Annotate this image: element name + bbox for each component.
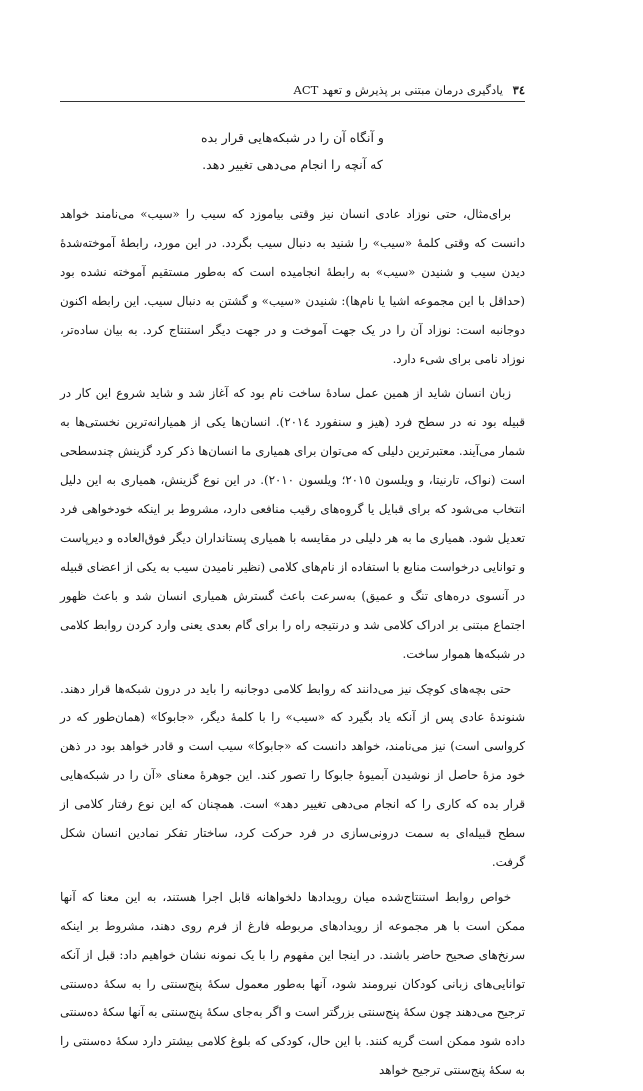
body-text [60, 200, 525, 1091]
page-number: ٣٤ [512, 83, 525, 97]
poem-line: و آنگاه آن را در شبکه‌هایی قرار بده [201, 130, 384, 145]
paragraph: خواص روابط استنتاج‌شده میان رویدادها دلخواهانه قابل اجرا هستند، به این معنا که آنها ممکن است با هر مجموعه از رویدادهای مربوطه فارغ از فرم روی دهند، مشروط بر اینکه سرنخ‌های صحیح حاضر باشند. در اینجا این مفهوم را با یک نمونه نشان خواهیم داد: قبل از آنکه توانایی‌های زبانی کودکان نیرومند شود، آنها به‌طور معمول سکهٔ پنج‌سنتی را به سکهٔ ده‌سنتی ترجیح می‌دهند چون سکهٔ پنج‌سنتی بزرگتر است و اگر به‌جای سکهٔ پنج‌سنتی به آنها سکهٔ ده‌سنتی داده شود ممکن است گریه کنند. با این حال، کودکی که بلوغ کلامی بیشتر دارد سکهٔ ده‌سنتی را به سکهٔ پنج‌سنتی ترجیح خواهد [60, 889, 525, 1078]
paragraph: برای‌مثال، حتی نوزاد عادی انسان نیز وقتی بیاموزد که سیب را «سیب» می‌نامند خواهد دانست که وقتی کلمهٔ «سیب» را شنید به دنبال سیب بگردد. در این مورد، رابطهٔ آموخته‌شدهٔ دیدن سیب و شنیدن «سیب» به رابطهٔ انجامیده است که به‌طور مستقیم آموخته نشده بود (حداقل با این مجموعه اشیا یا نام‌ها): شنیدن «سیب» و گشتن به دنبال سیب. این رابطه اکنون دوجانبه است: نوزاد آن را در یک جهت آموخت و در جهت دیگر استنتاج کرد. به بیان ساده‌تر، نوزاد نامی برای شیء دارد. [60, 207, 525, 366]
paragraph: حتی بچه‌های کوچک نیز می‌دانند که روابط کلامی دوجانبه را باید در درون شبکه‌ها قرار دهند. شنوندهٔ عادی پس از آنکه یاد بگیرد که «سیب» را با کلمهٔ دیگر، «جابوکا» (همان‌طور که در کرواسی است) نیز می‌نامند، خواهد دانست که «جابوکا» سیب است و قادر خواهد بود در ذهن خود مزهٔ حاصل از نوشیدن آبمیوهٔ جابوکا را تصور کند. این جوهرهٔ معنای «آن را در شبکه‌هایی قرار بده که کاری را که انجام می‌دهی تغییر دهد» است. همچنان که این نوع رفتار کلامی از سطح قبیله‌ای به سمت درونی‌سازی در فرد حرکت کرد، ساختار تفکر نمادین انسان شکل گرفت. [60, 681, 525, 869]
poem-quote [60, 124, 525, 178]
running-title: یادگیری درمان مبتنی بر پذیرش و تعهد ACT [293, 83, 503, 97]
running-header [60, 79, 525, 101]
poem-line: که آنچه را انجام می‌دهی تغییر دهد. [202, 157, 383, 172]
header-rule [60, 101, 525, 102]
paragraph: زبان انسان شاید از همین عمل سادهٔ ساخت نام بود که آغاز شد و شاید شروع این کار در قبیله بود نه در سطح فرد (هیز و سنفورد ٢٠١٤). انسان‌ها یکی از همیارانه‌ترین نخستی‌ها به شمار می‌آیند. معتبرترین دلیلی که می‌توان برای همیاری ما انسان‌ها ذکر کرد گزینش چندسطحی است (نواک، تارنیتا، و ویلسون ٢٠١٥؛ ویلسون ٢٠١٠). در این نوع گزینش، همیاری به این دلیل انتخاب می‌شود که برای قبایل یا گروه‌های رقیب منافعی دارد، مشروط بر اینکه خودخواهی فرد تعدیل شود. همیاری ما به هر دلیلی در مقایسه با همیاری پستانداران دیگر فوق‌العاده و دیرپاست و توانایی درخواست منابع با استفاده از نام‌های کلامی (نظیر نامیدن سیب به یکی از اعضای قبیله در آنسوی دره‌های تنگ و عمیق) به‌سرعت باعث گسترش همیاری انسان شد و باعث ظهور اجتماع مبتنی بر ادراک کلامی شد و درنتیجه راه را برای گام بعدی یعنی وارد کردن روابط کلامی در شبکه‌ها هموار ساخت. [60, 386, 526, 661]
